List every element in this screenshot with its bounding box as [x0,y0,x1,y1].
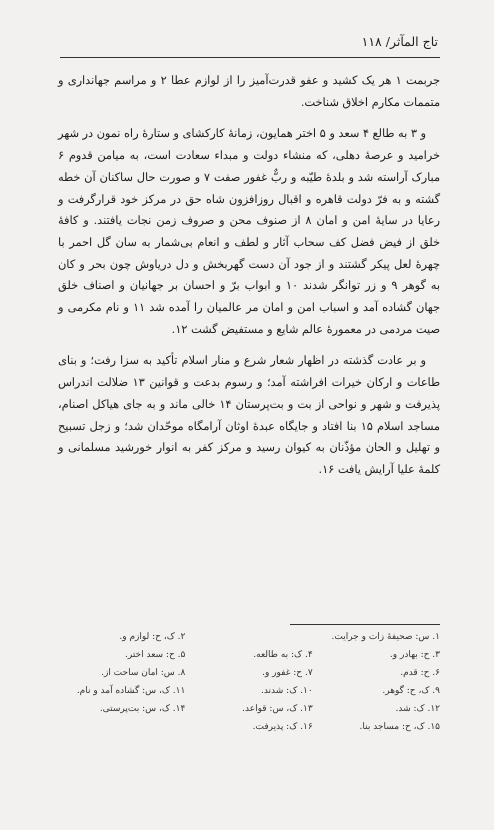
footnote: ۱۲. ک: شد. [395,704,440,714]
footnote: ۱۵. ک، ح: مساجد بنا. [359,722,440,732]
footnote: ۳. ح: بهادر و. [389,650,440,660]
footnote: ۱۱. ک، س: گشاده آمد و نام. [76,686,186,696]
paragraph: جربمت ۱ هر یک کشید و عفو قدرت‌آمیز را از لوازم عطا ۲ و مراسم جهانداری و متممات مکارم اخلاق شناخت. [58,74,440,109]
running-header: تاج المآثر/ ۱۱۸ [361,34,438,49]
footnote: ۸. س: امان ساحت از. [101,668,186,678]
footnote: ۷. ح: غفور و. [262,668,313,678]
footnote: ۲. ک، ح: لوازم و. [119,632,186,642]
footnote-rule [290,624,440,625]
paragraph: و ۳ به طالع ۴ سعد و ۵ اختر همایون، زمانهٔ کارکشای و ستارهٔ راه نمون در شهر خرامید و عرصهٔ دهلی، که منشاء دولت و مبداء سعادت است، به میامن قدوم ۶ مبارک آراسته شد و بلدهٔ طیّبه و ربٌّ غفور صفت ۷ و صورت حال ساکنان آن خطه گشته و به فرّ دولت قاهره و اقبال روزافزون شاه حق در مرکز خود قرارگرفت و رعایا در سایهٔ امن و امان ۸ از صنوف محن و صروف زمن نجات یافتند. و کافهٔ خلق از فیض فضل کف سحاب آثار و لطف و انعام بی‌شمار به سان گل احمر با چهرهٔ لعل پیکر گشتند و از جود آن دست گهربخش و دل دریاوش چون بحر و کان به گوهر ۹ و زر توانگر شدند ۱۰ و ابواب برّ و احسان بر جهانیان و اصناف خلق جهان گشاده آمد و اسباب امن و امان مر عالمیان را آمده شد ۱۱ و نام مکرمی و صیت مردمی در معمورهٔ عالم شایع و مستفیض گشت ۱۲. [58,127,440,336]
body-text [58,70,440,491]
footnote: ۶. ح: قدم. [400,668,440,678]
footnote: ۱۴. ک، س: بت‌پرستی. [99,704,186,714]
footnote: ۱۳. ک، س: قواعد. [242,704,313,714]
footnote: ۴. ک: به طالعه. [253,650,313,660]
footnote: ۵. ح: سعد اختر. [125,650,186,660]
footnote: ۹. ک، ح: گوهر. [382,686,440,696]
footnote: ۱۶. ک: پذیرفت. [252,722,313,732]
footnote: ۱. س: صحیفهٔ زات و جرایت. [331,632,440,642]
header-rule [60,57,440,58]
footnotes [58,630,440,735]
paragraph: و بر عادت گذشته در اظهار شعار شرع و منار اسلام تأکید به سزا رفت؛ و بنای طاعات و ارکان خیرات افراشته آمد؛ و رسوم بدعت و قوانین ۱۳ ضلالت اندراس پذیرفت و شهر و نواحی از بت و بت‌پرستان ۱۴ خالی ماند و به جای هیاکل اصنام، مساجد اسلام ۱۵ بنا افتاد و جایگاه عبدهٔ اوثان آرامگاه موحّدان شد؛ و زجل تسبیح و تهلیل و الحان مؤذّنان به کیوان رسید و مرکز کفر به انوار خورشید مسلمانی و کلمهٔ علیا آرایش یافت ۱۶. [58,354,440,476]
footnote: ۱۰. ک: شدند. [260,686,313,696]
